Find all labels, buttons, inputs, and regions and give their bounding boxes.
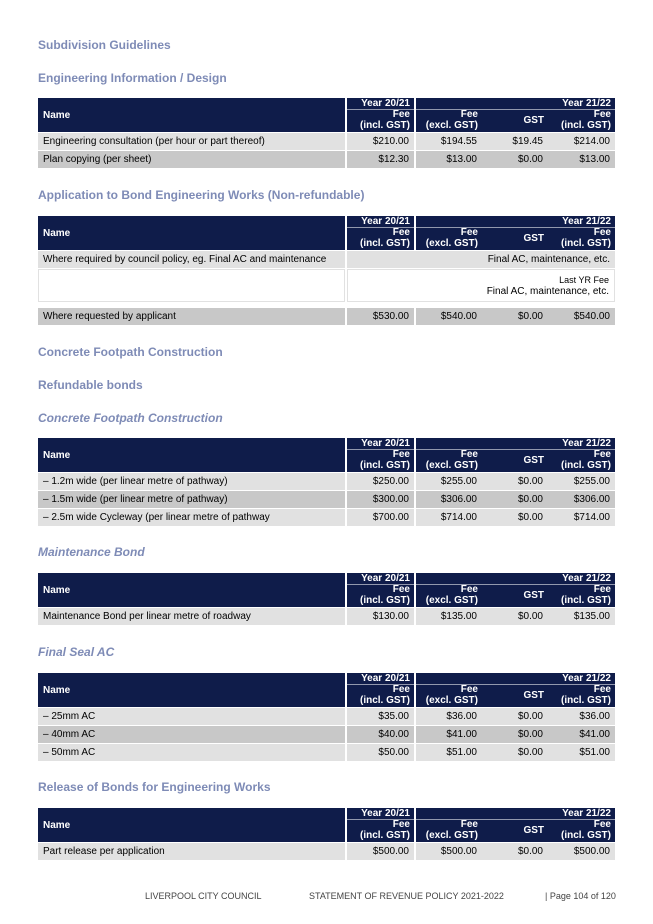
header-excl-gst: (excl. GST) (425, 695, 478, 706)
header-incl-gst: (incl. GST) (360, 695, 410, 706)
header-incl-gst: (incl. GST) (561, 238, 611, 249)
heading-final-seal-ac: Final Seal AC (38, 645, 115, 659)
header-fee: Fee (392, 684, 410, 695)
header-excl-gst: (excl. GST) (425, 830, 478, 841)
header-fee: Fee (593, 449, 611, 460)
row-name: Where required by council policy, eg. Final AC and maintenance (38, 251, 345, 268)
table-header (38, 673, 615, 707)
header-fee: Fee (593, 684, 611, 695)
table-engineering-information (38, 98, 615, 168)
table-header (38, 808, 615, 842)
header-gst: GST (523, 590, 544, 601)
fee-incl-gst-cell: $540.00 (548, 308, 615, 325)
fee-2021-cell: $530.00 (347, 308, 414, 325)
header-gst: GST (523, 825, 544, 836)
header-fee: Fee (392, 449, 410, 460)
header-excl-gst: (excl. GST) (425, 120, 478, 131)
table-final-seal-ac (38, 673, 615, 761)
row-name: Engineering consultation (per hour or part thereof) (38, 133, 345, 150)
heading-bond-engineering-works: Application to Bond Engineering Works (Non-refundable) (38, 188, 365, 202)
fee-excl-gst-cell: $13.00 (416, 151, 482, 168)
table-bond-engineering-works (38, 216, 615, 325)
header-year-2122-cell (416, 573, 615, 607)
header-name-cell (38, 573, 345, 607)
last-year-fee-value: Final AC, maintenance, etc. (486, 286, 609, 297)
fee-excl-gst-cell: $194.55 (416, 133, 482, 150)
footer-page-number: | Page 104 of 120 (545, 891, 616, 901)
table-row (38, 308, 615, 325)
row-name: – 2.5m wide Cycleway (per linear metre of pathway (38, 509, 345, 526)
gst-cell: $0.00 (482, 726, 548, 743)
header-fee: Fee (392, 584, 410, 595)
row-name: – 25mm AC (38, 708, 345, 725)
fee-2021-cell: $40.00 (347, 726, 414, 743)
fee-2021-cell: $300.00 (347, 491, 414, 508)
header-fee: Fee (392, 109, 410, 120)
table-row (38, 491, 615, 508)
table-header (38, 98, 615, 132)
gst-cell: $0.00 (482, 708, 548, 725)
header-name: Name (43, 450, 71, 461)
table-row (38, 133, 615, 150)
gst-cell: $0.00 (482, 473, 548, 490)
header-gst: GST (523, 455, 544, 466)
header-incl-gst: (incl. GST) (360, 460, 410, 471)
header-year-2122-cell (416, 216, 615, 250)
header-gst: GST (523, 233, 544, 244)
table-row (38, 509, 615, 526)
header-excl-gst: (excl. GST) (425, 595, 478, 606)
table-row (38, 843, 615, 860)
table-row (38, 473, 615, 490)
fee-2021-cell: $35.00 (347, 708, 414, 725)
table-header (38, 216, 615, 250)
header-year-2021-cell (347, 808, 414, 842)
gst-cell: $0.00 (482, 744, 548, 761)
row-name: Plan copying (per sheet) (38, 151, 345, 168)
table-maintenance-bond (38, 573, 615, 625)
row-name: Maintenance Bond per linear metre of roadway (38, 608, 345, 625)
header-year-2021: Year 20/21 (361, 438, 410, 449)
fee-excl-gst-cell: $41.00 (416, 726, 482, 743)
footer-statement: STATEMENT OF REVENUE POLICY 2021-2022 (309, 891, 504, 901)
header-incl-gst: (incl. GST) (561, 120, 611, 131)
header-fee: Fee (593, 819, 611, 830)
header-incl-gst: (incl. GST) (360, 238, 410, 249)
header-year-2021: Year 20/21 (361, 673, 410, 684)
header-year-2122: Year 21/22 (562, 808, 611, 819)
header-name: Name (43, 110, 71, 121)
header-name-cell (38, 98, 345, 132)
header-year-2021-cell (347, 216, 414, 250)
header-incl-gst: (incl. GST) (360, 120, 410, 131)
table-header (38, 438, 615, 472)
fee-incl-gst-cell: $36.00 (548, 708, 615, 725)
footer-council: LIVERPOOL CITY COUNCIL (145, 891, 262, 901)
row-name: – 50mm AC (38, 744, 345, 761)
header-year-2021: Year 20/21 (361, 98, 410, 109)
header-fee: Fee (460, 449, 478, 460)
fee-2021-cell: $500.00 (347, 843, 414, 860)
header-fee: Fee (460, 584, 478, 595)
fee-2021-cell: $12.30 (347, 151, 414, 168)
header-gst: GST (523, 115, 544, 126)
gst-cell: $0.00 (482, 151, 548, 168)
fee-excl-gst-cell: $714.00 (416, 509, 482, 526)
header-year-2122-cell (416, 673, 615, 707)
heading-concrete-footpath: Concrete Footpath Construction (38, 345, 223, 359)
table-row (38, 151, 615, 168)
header-name: Name (43, 820, 71, 831)
fee-2021-cell: $250.00 (347, 473, 414, 490)
header-year-2021: Year 20/21 (361, 573, 410, 584)
fee-excl-gst-cell: $255.00 (416, 473, 482, 490)
fee-incl-gst-cell: $135.00 (548, 608, 615, 625)
gst-cell: $19.45 (482, 133, 548, 150)
header-year-2021: Year 20/21 (361, 216, 410, 227)
heading-engineering-information: Engineering Information / Design (38, 71, 227, 85)
heading-concrete-footpath-sub: Concrete Footpath Construction (38, 411, 223, 425)
table-row (38, 708, 615, 725)
fee-incl-gst-cell: $255.00 (548, 473, 615, 490)
fee-2021-cell: $210.00 (347, 133, 414, 150)
header-incl-gst: (incl. GST) (561, 595, 611, 606)
header-year-2021: Year 20/21 (361, 808, 410, 819)
fee-incl-gst-cell: $51.00 (548, 744, 615, 761)
fee-2021-cell: $700.00 (347, 509, 414, 526)
header-year-2122-cell (416, 808, 615, 842)
heading-subdivision-guidelines: Subdivision Guidelines (38, 38, 171, 52)
table-concrete-footpath (38, 438, 615, 526)
header-fee: Fee (593, 227, 611, 238)
fee-excl-gst-cell: $306.00 (416, 491, 482, 508)
header-incl-gst: (incl. GST) (360, 595, 410, 606)
fee-incl-gst-cell: $500.00 (548, 843, 615, 860)
header-year-2122: Year 21/22 (562, 98, 611, 109)
header-year-2122: Year 21/22 (562, 216, 611, 227)
fee-incl-gst-cell: $13.00 (548, 151, 615, 168)
row-value-wide: Final AC, maintenance, etc. (347, 251, 615, 268)
table-header (38, 573, 615, 607)
last-year-fee-row (38, 269, 615, 302)
fee-incl-gst-cell: $41.00 (548, 726, 615, 743)
header-fee: Fee (593, 109, 611, 120)
fee-incl-gst-cell: $306.00 (548, 491, 615, 508)
header-name-cell (38, 216, 345, 250)
heading-release-of-bonds: Release of Bonds for Engineering Works (38, 780, 271, 794)
header-year-2122: Year 21/22 (562, 573, 611, 584)
table-release-of-bonds (38, 808, 615, 860)
header-fee: Fee (460, 819, 478, 830)
header-fee: Fee (460, 684, 478, 695)
header-incl-gst: (incl. GST) (561, 460, 611, 471)
gst-cell: $0.00 (482, 491, 548, 508)
header-name: Name (43, 685, 71, 696)
header-year-2122: Year 21/22 (562, 438, 611, 449)
fee-excl-gst-cell: $500.00 (416, 843, 482, 860)
fee-excl-gst-cell: $135.00 (416, 608, 482, 625)
header-year-2122: Year 21/22 (562, 673, 611, 684)
row-name: – 1.2m wide (per linear metre of pathway) (38, 473, 345, 490)
header-incl-gst: (incl. GST) (561, 830, 611, 841)
gst-cell: $0.00 (482, 843, 548, 860)
gst-cell: $0.00 (482, 509, 548, 526)
fee-excl-gst-cell: $36.00 (416, 708, 482, 725)
header-name-cell (38, 808, 345, 842)
header-year-2021-cell (347, 438, 414, 472)
header-incl-gst: (incl. GST) (561, 695, 611, 706)
row-name: Where requested by applicant (38, 308, 345, 325)
table-row (38, 726, 615, 743)
header-fee: Fee (460, 109, 478, 120)
header-name: Name (43, 585, 71, 596)
row-name: – 1.5m wide (per linear metre of pathway) (38, 491, 345, 508)
heading-maintenance-bond: Maintenance Bond (38, 545, 145, 559)
header-name-cell (38, 438, 345, 472)
header-incl-gst: (incl. GST) (360, 830, 410, 841)
header-excl-gst: (excl. GST) (425, 238, 478, 249)
header-year-2021-cell (347, 98, 414, 132)
header-name-cell (38, 673, 345, 707)
fee-2021-cell: $130.00 (347, 608, 414, 625)
fee-incl-gst-cell: $214.00 (548, 133, 615, 150)
row-name: – 40mm AC (38, 726, 345, 743)
fee-excl-gst-cell: $51.00 (416, 744, 482, 761)
header-year-2122-cell (416, 438, 615, 472)
header-fee: Fee (593, 584, 611, 595)
header-fee: Fee (392, 819, 410, 830)
last-year-fee-label: Last YR Fee (559, 275, 609, 285)
row-name: Part release per application (38, 843, 345, 860)
header-name: Name (43, 228, 71, 239)
fee-2021-cell: $50.00 (347, 744, 414, 761)
gst-cell: $0.00 (482, 308, 548, 325)
fee-incl-gst-cell: $714.00 (548, 509, 615, 526)
header-gst: GST (523, 690, 544, 701)
table-row (38, 251, 615, 268)
header-year-2122-cell (416, 98, 615, 132)
fee-excl-gst-cell: $540.00 (416, 308, 482, 325)
table-row (38, 744, 615, 761)
header-excl-gst: (excl. GST) (425, 460, 478, 471)
header-year-2021-cell (347, 573, 414, 607)
header-year-2021-cell (347, 673, 414, 707)
gst-cell: $0.00 (482, 608, 548, 625)
heading-refundable-bonds: Refundable bonds (38, 378, 143, 392)
table-row (38, 608, 615, 625)
header-fee: Fee (392, 227, 410, 238)
header-fee: Fee (460, 227, 478, 238)
